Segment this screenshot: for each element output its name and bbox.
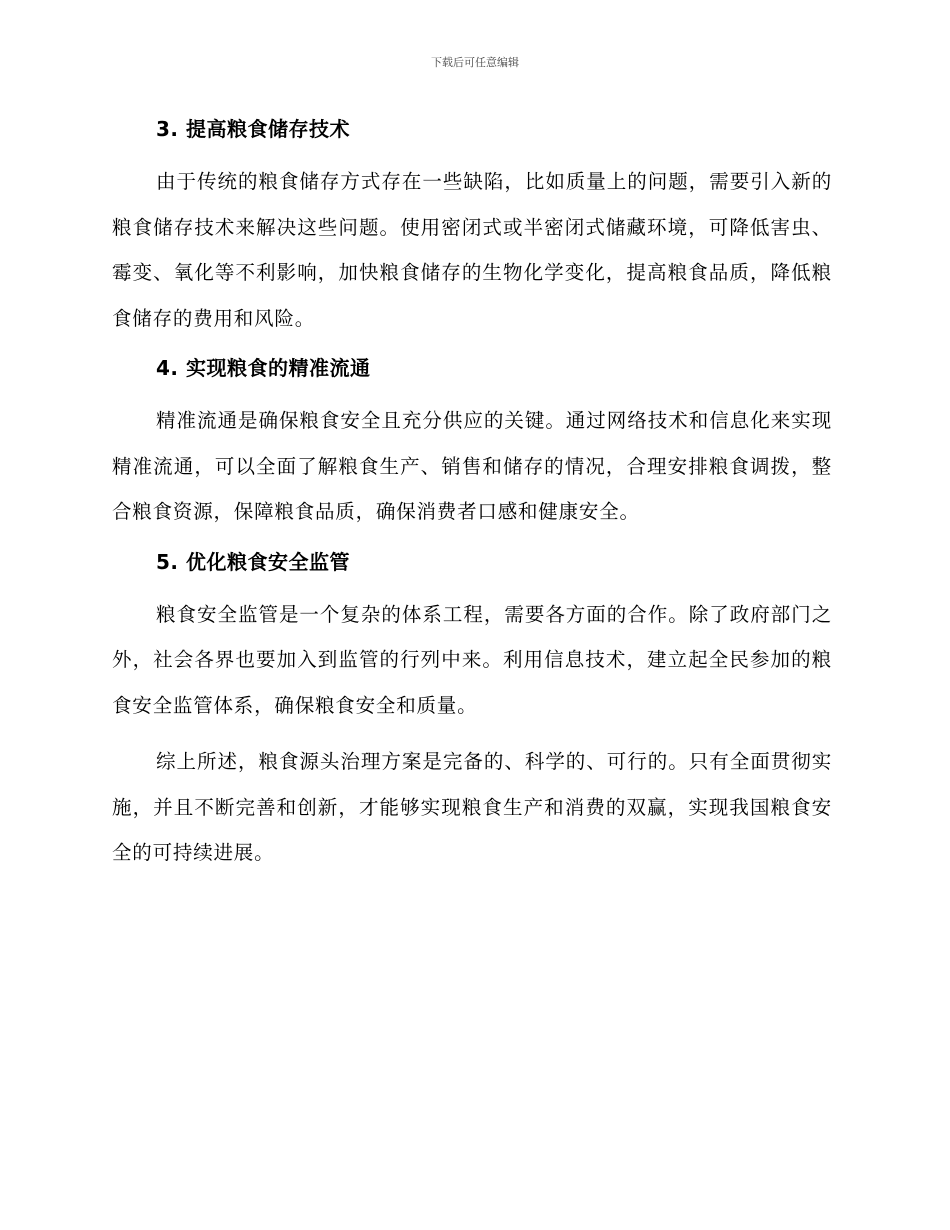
- document-body: [112, 113, 832, 887]
- section-safety-supervision: [112, 546, 832, 729]
- section-heading: 5. 优化粮食安全监管: [156, 549, 350, 574]
- section-paragraph: 精准流通是确保粮食安全且充分供应的关键。通过网络技术和信息化来实现精准流通，可以全面了解粮食生产、销售和储存的情况，合理安排粮食调拨，整合粮食资源，保障粮食品质，确保消费者口感和健康安全。: [112, 409, 832, 523]
- conclusion-paragraph: 综上所述，粮食源头治理方案是完备的、科学的、可行的。只有全面贯彻实施，并且不断完善和创新，才能够实现粮食生产和消费的双赢，实现我国粮食安全的可持续进展。: [112, 750, 832, 864]
- section-paragraph: 粮食安全监管是一个复杂的体系工程，需要各方面的合作。除了政府部门之外，社会各界也要加入到监管的行列中来。利用信息技术，建立起全民参加的粮食安全监管体系，确保粮食安全和质量。: [112, 602, 832, 717]
- header-note: 下载后可任意编辑: [431, 56, 519, 69]
- section-paragraph: 由于传统的粮食储存方式存在一些缺陷，比如质量上的问题，需要引入新的粮食储存技术来解决这些问题。使用密闭式或半密闭式储藏环境，可降低害虫、霉变、氧化等不利影响，加快粮食储存的生物化学变化，提高粮食品质，降低粮食储存的费用和风险。: [112, 170, 832, 330]
- section-heading: 4. 实现粮食的精准流通: [156, 356, 371, 380]
- section-storage-technology: [112, 113, 832, 341]
- section-heading: 3. 提高粮食储存技术: [156, 117, 350, 141]
- section-precise-circulation: [112, 352, 832, 535]
